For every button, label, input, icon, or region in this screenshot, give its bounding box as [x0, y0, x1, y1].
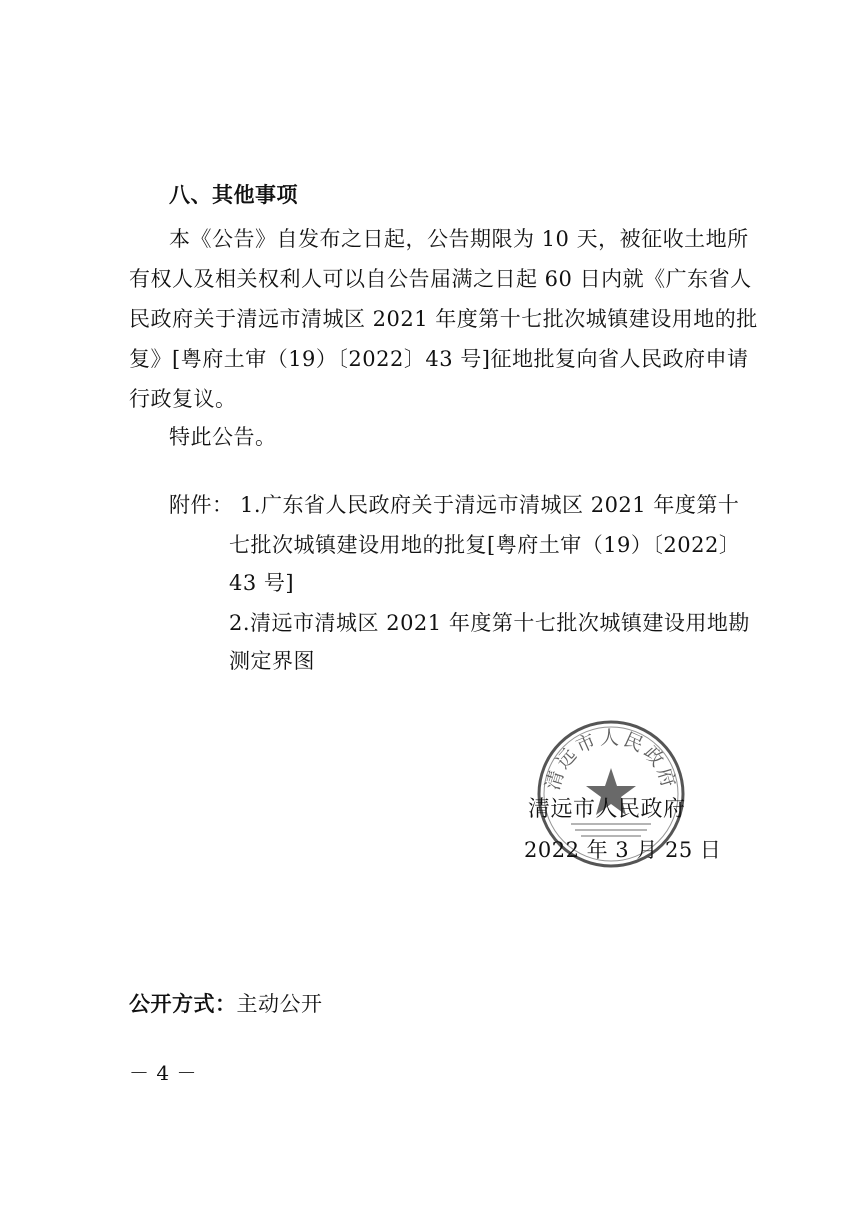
paragraph-line-2: 有权人及相关权利人可以自公告届满之日起 60 日内就《广东省人 — [129, 267, 752, 291]
paragraph-line-4: 复》[粤府土审（19）〔2022〕43 号]征地批复向省人民政府申请 — [129, 347, 749, 371]
attachment-1-line-2: 七批次城镇建设用地的批复[粤府土审（19）〔2022〕 — [229, 533, 741, 557]
attachment-1-line-1: 1.广东省人民政府关于清远市清城区 2021 年度第十 — [240, 493, 740, 517]
paragraph-line-5: 行政复议。 — [129, 387, 237, 411]
signature-org: 清远市人民政府 — [528, 797, 686, 822]
page-number: － 4 － — [129, 1061, 197, 1085]
signature-date: 2022 年 3 月 25 日 — [524, 838, 722, 862]
attachments-label: 附件： — [169, 493, 234, 517]
paragraph-line-3: 民政府关于清远市清城区 2021 年度第十七批次城镇建设用地的批 — [129, 307, 758, 331]
attachment-2-line-2: 测定界图 — [229, 649, 315, 673]
seal-arc-textpath: 清远市人民政府 — [541, 727, 681, 793]
paragraph-line-1: 本《公告》自发布之日起，公告期限为 10 天，被征收土地所 — [169, 227, 749, 251]
attachment-1-line-3: 43 号] — [229, 571, 295, 595]
section-heading: 八、其他事项 — [169, 183, 298, 207]
disclosure-label: 公开方式： — [129, 992, 237, 1016]
closing-text: 特此公告。 — [169, 425, 277, 449]
disclosure-value: 主动公开 — [236, 992, 323, 1016]
attachment-2-line-1: 2.清远市清城区 2021 年度第十七批次城镇建设用地勘 — [229, 611, 750, 635]
